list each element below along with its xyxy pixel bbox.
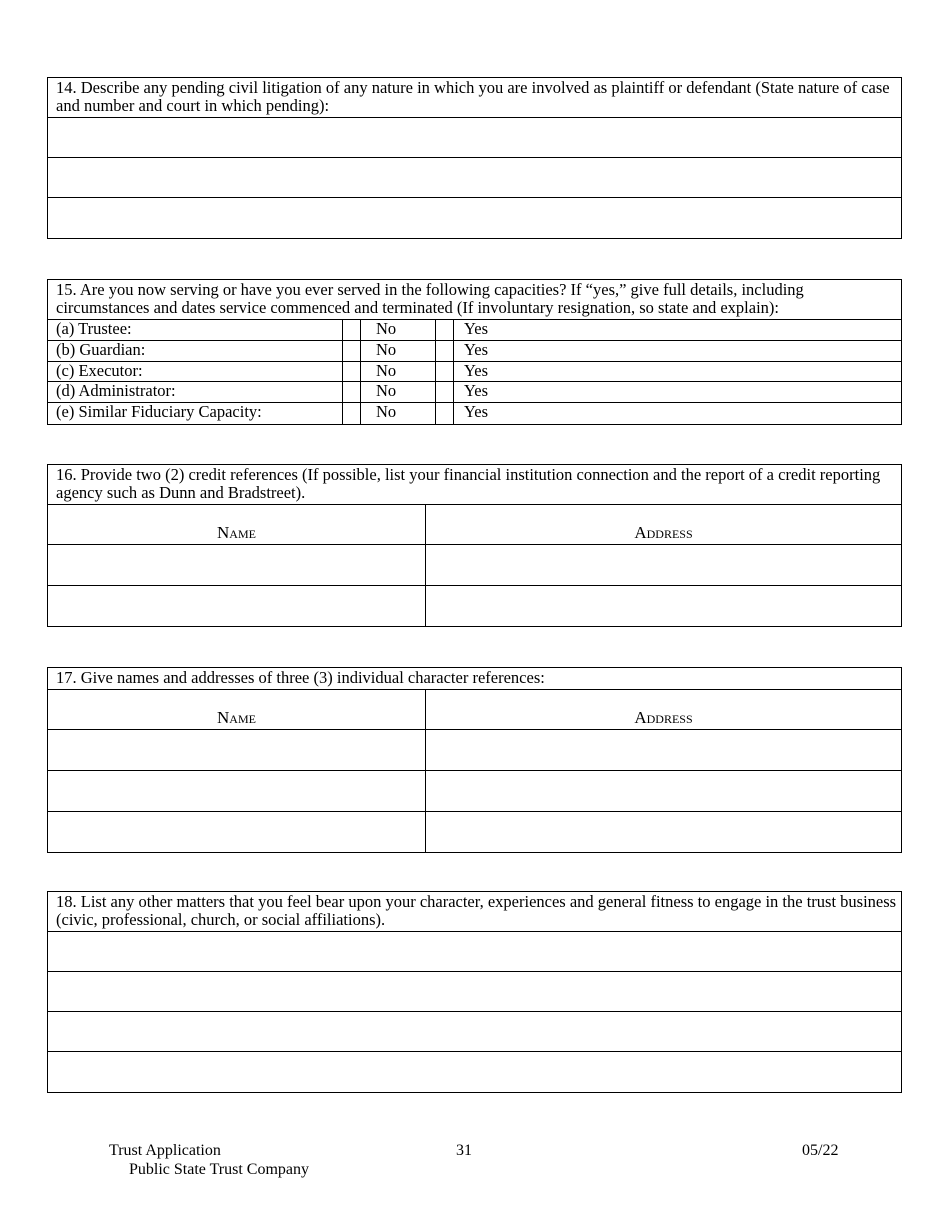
answer-line[interactable] bbox=[48, 1012, 901, 1052]
footer-page-number: 31 bbox=[456, 1142, 472, 1159]
yes-label: Yes bbox=[464, 360, 489, 380]
table-row bbox=[48, 545, 901, 586]
footer-date: 05/22 bbox=[802, 1142, 839, 1159]
capacity-row-executor bbox=[48, 362, 901, 383]
question-17-text: 17. Give names and addresses of three (3) individual character references: bbox=[48, 668, 901, 690]
name-cell[interactable] bbox=[48, 586, 426, 626]
no-label: No bbox=[361, 403, 436, 424]
no-checkbox[interactable] bbox=[343, 341, 361, 361]
capacity-row-trustee bbox=[48, 320, 901, 341]
capacity-row-administrator bbox=[48, 382, 901, 403]
yes-checkbox[interactable] bbox=[436, 403, 454, 424]
no-label: No bbox=[361, 362, 436, 382]
capacity-label: (a) Trustee: bbox=[48, 320, 343, 340]
no-checkbox[interactable] bbox=[343, 382, 361, 402]
yes-label: Yes bbox=[464, 402, 489, 422]
table-row bbox=[48, 586, 901, 626]
table-row bbox=[48, 730, 901, 771]
address-cell[interactable] bbox=[426, 771, 901, 811]
answer-line[interactable] bbox=[48, 198, 901, 238]
answer-line[interactable] bbox=[48, 972, 901, 1012]
answer-line[interactable] bbox=[48, 1052, 901, 1092]
table-row bbox=[48, 812, 901, 852]
capacity-label: (c) Executor: bbox=[48, 362, 343, 382]
table-header bbox=[48, 505, 901, 545]
name-cell[interactable] bbox=[48, 730, 426, 770]
address-cell[interactable] bbox=[426, 586, 901, 626]
question-18-section bbox=[47, 891, 902, 1093]
address-cell[interactable] bbox=[426, 730, 901, 770]
no-checkbox[interactable] bbox=[343, 362, 361, 382]
address-cell[interactable] bbox=[426, 812, 901, 852]
yes-checkbox[interactable] bbox=[436, 362, 454, 382]
no-label: No bbox=[361, 320, 436, 340]
table-header bbox=[48, 690, 901, 730]
question-15-text: 15. Are you now serving or have you ever served in the following capacities? If “yes,” give full details, including circumstances and dates service commenced and terminated (If involuntary resignation, so state and explain): bbox=[48, 280, 901, 320]
capacity-label: (d) Administrator: bbox=[48, 382, 343, 402]
question-15-section bbox=[47, 279, 902, 425]
question-16-text: 16. Provide two (2) credit references (If possible, list your financial institution connection and the report of a credit reporting agency such as Dunn and Bradstreet). bbox=[48, 465, 901, 505]
capacity-row-guardian bbox=[48, 341, 901, 362]
no-checkbox[interactable] bbox=[343, 403, 361, 424]
answer-line[interactable] bbox=[48, 158, 901, 198]
no-label: No bbox=[361, 382, 436, 402]
yes-checkbox[interactable] bbox=[436, 382, 454, 402]
no-label: No bbox=[361, 341, 436, 361]
capacity-label: (e) Similar Fiduciary Capacity: bbox=[48, 403, 343, 424]
footer-company: Public State Trust Company bbox=[129, 1161, 310, 1178]
capacity-label: (b) Guardian: bbox=[48, 341, 343, 361]
name-cell[interactable] bbox=[48, 771, 426, 811]
question-17-section bbox=[47, 667, 902, 853]
name-cell[interactable] bbox=[48, 545, 426, 585]
table-row bbox=[48, 771, 901, 812]
yes-checkbox[interactable] bbox=[436, 341, 454, 361]
yes-label: Yes bbox=[464, 339, 489, 359]
yes-label: Yes bbox=[464, 319, 489, 338]
name-cell[interactable] bbox=[48, 812, 426, 852]
yes-checkbox[interactable] bbox=[436, 320, 454, 340]
answer-line[interactable] bbox=[48, 932, 901, 972]
address-cell[interactable] bbox=[426, 545, 901, 585]
question-16-section bbox=[47, 464, 902, 627]
yes-label: Yes bbox=[464, 381, 489, 401]
address-column-header: Address bbox=[634, 708, 693, 727]
question-14-section bbox=[47, 77, 902, 239]
name-column-header: Name bbox=[48, 690, 426, 729]
name-column-header: Name bbox=[48, 505, 426, 544]
question-18-text: 18. List any other matters that you feel bear upon your character, experiences and general fitness to engage in the trust business (civic, professional, church, or social affiliations). bbox=[48, 892, 901, 932]
answer-line[interactable] bbox=[48, 118, 901, 158]
address-column-header: Address bbox=[634, 523, 693, 542]
question-14-text: 14. Describe any pending civil litigation of any nature in which you are involved as plaintiff or defendant (State nature of case and number and court in which pending): bbox=[48, 78, 901, 118]
no-checkbox[interactable] bbox=[343, 320, 361, 340]
footer-form-name: Trust Application bbox=[109, 1142, 221, 1159]
capacity-row-similar-fiduciary bbox=[48, 403, 901, 424]
